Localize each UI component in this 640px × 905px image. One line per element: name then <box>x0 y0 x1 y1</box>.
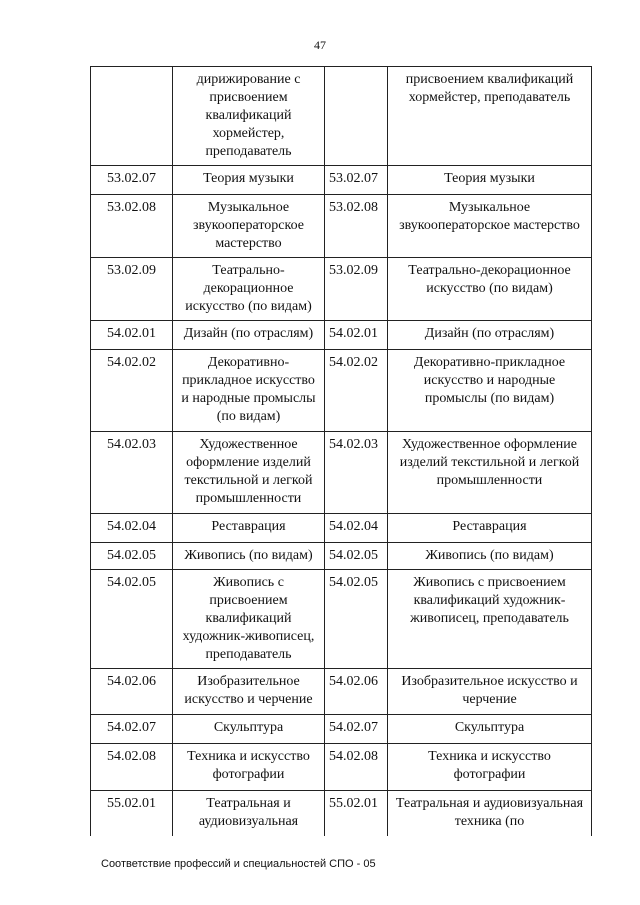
name-old: Музыкальное звукооператорское мастерство <box>173 195 325 258</box>
code-new: 53.02.09 <box>325 258 388 321</box>
code-new: 54.02.01 <box>325 321 388 350</box>
table-row <box>91 791 592 836</box>
name-old: Художественное оформление изделий текстильной и легкой промышленности <box>173 432 325 514</box>
code-old: 54.02.05 <box>91 543 173 570</box>
code-old: 54.02.06 <box>91 669 173 715</box>
name-old: Скульптура <box>173 715 325 744</box>
code-old: 54.02.01 <box>91 321 173 350</box>
table-row <box>91 67 592 166</box>
table-row <box>91 195 592 258</box>
name-new: Скульптура <box>388 715 592 744</box>
code-new: 54.02.07 <box>325 715 388 744</box>
code-old: 54.02.08 <box>91 744 173 791</box>
page-number: 47 <box>314 38 326 52</box>
code-new: 54.02.03 <box>325 432 388 514</box>
code-new: 54.02.06 <box>325 669 388 715</box>
code-old: 53.02.08 <box>91 195 173 258</box>
table-row <box>91 543 592 570</box>
name-old: Театральная и аудиовизуальная <box>173 791 325 836</box>
code-old <box>91 67 173 166</box>
table-row <box>91 715 592 744</box>
name-old: Живопись (по видам) <box>173 543 325 570</box>
name-old: Дизайн (по отраслям) <box>173 321 325 350</box>
name-old: Театрально-декорационное искусство (по видам) <box>173 258 325 321</box>
code-new <box>325 67 388 166</box>
code-old: 54.02.03 <box>91 432 173 514</box>
code-old: 54.02.04 <box>91 514 173 543</box>
name-new: Дизайн (по отраслям) <box>388 321 592 350</box>
name-old: Декоративно-прикладное искусство и народные промыслы (по видам) <box>173 350 325 432</box>
name-new: Живопись с присвоением квалификаций художник-живописец, преподаватель <box>388 570 592 669</box>
name-new: Реставрация <box>388 514 592 543</box>
code-old: 54.02.07 <box>91 715 173 744</box>
table-row <box>91 514 592 543</box>
table-row <box>91 350 592 432</box>
code-old: 54.02.02 <box>91 350 173 432</box>
name-new: Театрально-декорационное искусство (по видам) <box>388 258 592 321</box>
code-old: 53.02.07 <box>91 166 173 195</box>
code-new: 54.02.05 <box>325 543 388 570</box>
table-row <box>91 669 592 715</box>
name-old: дирижирование с присвоением квалификаций хормейстер, преподаватель <box>173 67 325 166</box>
name-new: Живопись (по видам) <box>388 543 592 570</box>
table-row <box>91 321 592 350</box>
name-old: Живопись с присвоением квалификаций художник-живописец, преподаватель <box>173 570 325 669</box>
name-new: Техника и искусство фотографии <box>388 744 592 791</box>
name-old: Изобразительное искусство и черчение <box>173 669 325 715</box>
code-old: 53.02.09 <box>91 258 173 321</box>
table-row <box>91 258 592 321</box>
code-new: 54.02.08 <box>325 744 388 791</box>
name-new: Художественное оформление изделий текстильной и легкой промышленности <box>388 432 592 514</box>
table-row <box>91 432 592 514</box>
table-row <box>91 166 592 195</box>
table-row <box>91 744 592 791</box>
table-row <box>91 570 592 669</box>
name-new: Декоративно-прикладное искусство и народные промыслы (по видам) <box>388 350 592 432</box>
name-new: Изобразительное искусство и черчение <box>388 669 592 715</box>
code-new: 55.02.01 <box>325 791 388 836</box>
name-new: Театральная и аудиовизуальная техника (по <box>388 791 592 836</box>
name-old: Теория музыки <box>173 166 325 195</box>
name-new: Теория музыки <box>388 166 592 195</box>
code-new: 54.02.02 <box>325 350 388 432</box>
code-new: 53.02.08 <box>325 195 388 258</box>
name-old: Техника и искусство фотографии <box>173 744 325 791</box>
specialties-table <box>90 66 592 836</box>
code-new: 53.02.07 <box>325 166 388 195</box>
name-new: присвоением квалификаций хормейстер, преподаватель <box>388 67 592 166</box>
code-new: 54.02.04 <box>325 514 388 543</box>
name-new: Музыкальное звукооператорское мастерство <box>388 195 592 258</box>
code-old: 55.02.01 <box>91 791 173 836</box>
page-footer: Соответствие профессий и специальностей СПО - 05 <box>101 858 376 870</box>
code-new: 54.02.05 <box>325 570 388 669</box>
name-old: Реставрация <box>173 514 325 543</box>
code-old: 54.02.05 <box>91 570 173 669</box>
